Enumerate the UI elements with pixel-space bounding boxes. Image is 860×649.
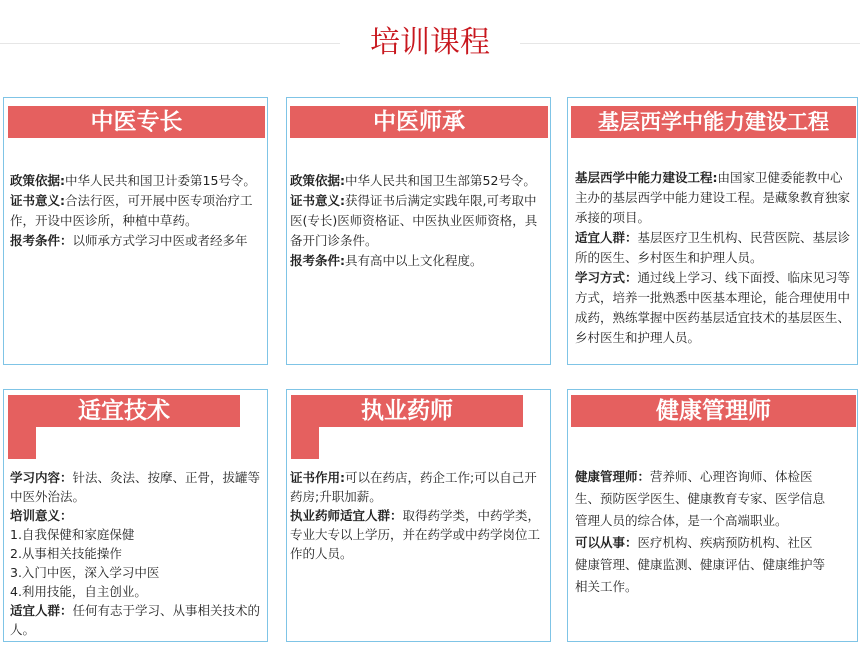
body-text: 通过线上学习、线下面授、临床见习等方式，培养一批熟悉中医基本理论，能合理使用中成药，熟练掌握中医药基层适宜技术的基层医生、乡村医生和护理人员。: [575, 270, 851, 345]
body-label: 基层西学中能力建设工程:: [575, 170, 718, 185]
card-body: [10, 171, 264, 251]
body-line: [10, 191, 264, 231]
body-label: 健康管理师：: [575, 469, 651, 484]
body-text: 基层医疗卫生机构、民营医院、基层诊所的医生、乡村医生和护理人员。: [575, 230, 851, 265]
body-line: [10, 506, 266, 525]
body-line: [575, 466, 825, 532]
header-notch: [291, 427, 319, 459]
card-body: [575, 466, 825, 598]
body-text: 针法、灸法、按摩、正骨，拔罐等中医外治法。: [10, 470, 261, 504]
body-line: [290, 468, 546, 506]
body-text: 以师承方式学习中医或者经多年: [72, 233, 248, 248]
page-title: 培训课程: [340, 18, 520, 68]
body-text: 具有高中以上文化程度。: [345, 253, 483, 268]
body-label: 报考条件:: [290, 253, 345, 268]
body-text: 医疗机构、疾病预防机构、社区健康管理、健康监测、健康评估、健康维护等相关工作。: [575, 535, 826, 594]
body-line: [290, 506, 546, 563]
card-title: 适宜技术: [8, 395, 240, 427]
body-text: 由国家卫健委能教中心主办的基层西学中能力建设工程。是藏象教育独家承接的项目。: [575, 170, 851, 225]
body-line: [10, 525, 266, 544]
body-label: 报考条件：: [10, 233, 73, 248]
body-line: [10, 563, 266, 582]
body-line: [575, 532, 825, 598]
body-label: 政策依据:: [10, 173, 65, 188]
card-title: 中医专长: [8, 106, 265, 138]
body-label: 证书意义:: [10, 193, 65, 208]
body-text: 中华人民共和国卫生部第52号令。: [345, 173, 536, 188]
card-title: 中医师承: [290, 106, 548, 138]
body-line: [575, 268, 853, 348]
course-card-zhongyi-shicheng[interactable]: [286, 97, 551, 365]
card-title: 基层西学中能力建设工程: [571, 106, 856, 138]
body-label: 执业药师适宜人群：: [290, 508, 403, 523]
body-line: [10, 231, 264, 251]
body-text: 中华人民共和国卫计委第15号令。: [65, 173, 256, 188]
course-card-jiankang-guanlishi[interactable]: [567, 389, 858, 642]
course-card-zhongyi-zhuanchang[interactable]: [3, 97, 268, 365]
body-label: 可以从事：: [575, 535, 638, 550]
course-card-zhiye-yaoshi[interactable]: [286, 389, 551, 642]
body-text: 1.自我保健和家庭保健: [10, 527, 135, 542]
body-line: [10, 171, 264, 191]
card-body: [290, 468, 546, 563]
body-line: [575, 228, 853, 268]
body-text: 2.从事相关技能操作: [10, 546, 122, 561]
body-label: 适宜人群：: [10, 603, 73, 618]
body-label: 政策依据:: [290, 173, 345, 188]
body-text: 3.入门中医，深入学习中医: [10, 565, 160, 580]
body-text: 取得药学类，中药学类，专业大专以上学历，并在药学或中药学岗位工作的人员。: [290, 508, 541, 561]
body-label: 学习方式：: [575, 270, 638, 285]
card-body: [575, 168, 853, 348]
body-label: 学习内容：: [10, 470, 73, 485]
body-line: [10, 601, 266, 639]
body-text: 获得证书后满定实践年限,可考取中医(专长)医师资格证、中医执业医师资格，具备开门诊条件。: [290, 193, 538, 248]
card-body: [290, 171, 546, 271]
body-line: [290, 251, 546, 271]
body-line: [575, 168, 853, 228]
course-card-shiyi-jishu[interactable]: [3, 389, 268, 642]
card-title: 健康管理师: [571, 395, 856, 427]
body-line: [10, 544, 266, 563]
card-body: [10, 468, 266, 639]
body-label: 适宜人群：: [575, 230, 638, 245]
body-text: 4.利用技能，自主创业。: [10, 584, 147, 599]
body-line: [10, 468, 266, 506]
body-line: [10, 582, 266, 601]
body-label: 证书作用:: [290, 470, 345, 485]
body-text: 营养师、心理咨询师、体检医生、预防医学医生、健康教育专家、医学信息管理人员的综合体，是一个高端职业。: [575, 469, 826, 528]
body-text: 任何有志于学习、从事相关技术的人。: [10, 603, 261, 637]
body-line: [290, 191, 546, 251]
body-text: 可以在药店，药企工作;可以自己开药房;升职加薪。: [290, 470, 537, 504]
body-label: 证书意义:: [290, 193, 345, 208]
body-line: [290, 171, 546, 191]
body-text: 合法行医，可开展中医专项治疗工作，开设中医诊所，种植中草药。: [10, 193, 253, 228]
body-label: 培训意义：: [10, 508, 73, 523]
course-card-jiceng-xixuezhong[interactable]: [567, 97, 858, 365]
header-notch: [8, 427, 36, 459]
card-title: 执业药师: [291, 395, 523, 427]
